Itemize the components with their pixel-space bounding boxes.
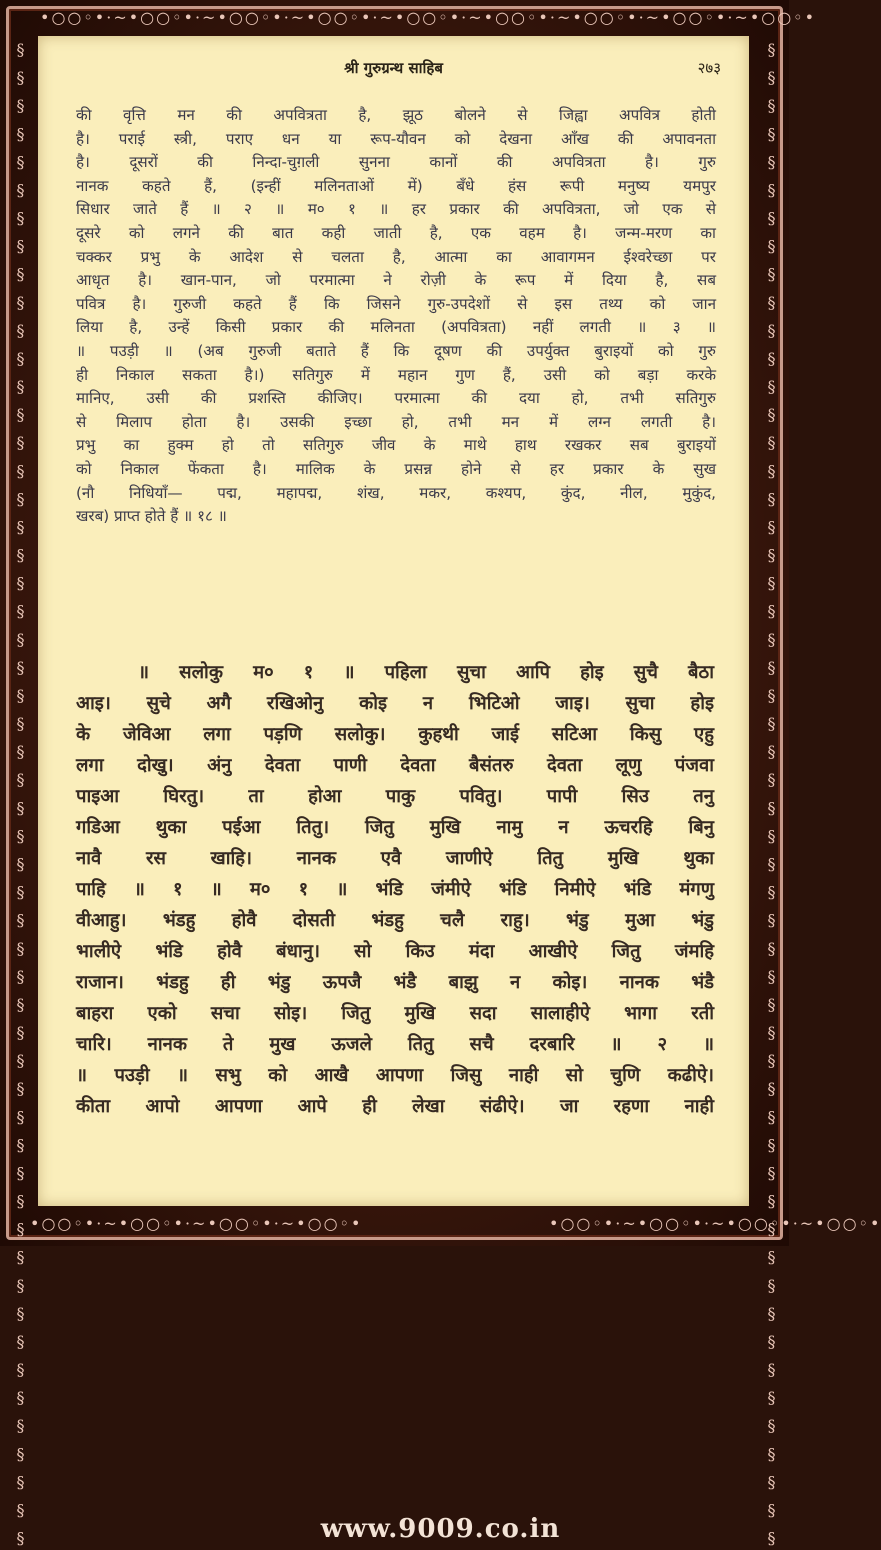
translation-line: पवित्र है। गुरुजी कहते हैं कि जिसने गुरु-उपदेशों से इस तथ्य को जान [76, 294, 716, 313]
left-ornament: § § § § § § § § § § § § § § § § § § § § § § § § § § § § § § § § § § § § § § § § § § § § § § § § § § § § § § [11, 40, 30, 1550]
page-sheet [38, 36, 749, 1206]
scripture-line: पाइआ घिरतु। ता होआ पाकु पवितु। पापी सिउ तनु [76, 786, 714, 807]
scripture-line: चारि। नानक ते मुख ऊजले तितु सचै दरबारि ॥ २ ॥ [76, 1034, 714, 1055]
scripture-line: कीता आपो आपणा आपे ही लेखा संढीऐ। जा रहणा नाही [76, 1096, 714, 1117]
translation-line: खरब) प्राप्त होते हैं ॥ १८ ॥ [76, 507, 227, 526]
translation-line: दूसरे को लगने की बात कही जाती है, एक वहम है। जन्म-मरण का [76, 223, 716, 242]
translation-paragraph [76, 104, 716, 529]
scripture-line: वीआहु। भंडहु होवै दोसती भंडहु चलै राहु। भंडु मुआ भंडु [76, 910, 714, 931]
scripture-line: गडिआ थुका पईआ तितु। जितु मुखि नामु न ऊचरहि बिनु [76, 817, 714, 838]
translation-line: को निकाल फेंकता है। मालिक के प्रसन्न होने से हर प्रकार के सुख [76, 459, 716, 478]
scripture-line: भालीऐ भंडि होवै बंधानु। सो किउ मंदा आखीऐ जितु जंमहि [76, 941, 714, 962]
scripture-line: लगा दोखु। अंनु देवता पाणी देवता बैसंतरु देवता लूणु पंजवा [76, 755, 714, 776]
scripture-line: आइ। सुचे अगै रखिओनु कोइ न भिटिओ जाइ। सुचा होइ [76, 693, 714, 714]
bottom-right-ornament: •○○◦•·~•○○◦•·~•○○◦•·~•○○◦• [549, 1214, 881, 1233]
translation-line: (नौ निधियाँ— पद्म, महापद्म, शंख, मकर, कश्यप, कुंद, नील, मुकुंद, [76, 483, 716, 502]
translation-line: नानक कहते हैं, (इन्हीं मलिनताओं में) बँधे हंस रूपी मनुष्य यमपुर [76, 176, 716, 195]
translation-line: चक्कर प्रभु के आदेश से चलता है, आत्मा का आवागमन ईश्वरेच्छा पर [76, 247, 716, 266]
translation-line: की वृत्ति मन की अपवित्रता है, झूठ बोलने से जिह्वा अपवित्र होती [76, 106, 716, 124]
scripture-line: के जेविआ लगा पड़णि सलोकु। कुहथी जाई सटिआ किसु एहु [76, 724, 714, 745]
translation-line: है। पराई स्त्री, पराए धन या रूप-यौवन को देखना आँख की अपावनता [76, 129, 716, 148]
page-number: २७३ [697, 59, 721, 77]
translation-line: लिया है, उन्हें किसी प्रकार की मलिनता (अपवित्रता) नहीं लगती ॥ ३ ॥ [76, 318, 716, 337]
scripture-line: पाहि ॥ १ ॥ म० १ ॥ भंडि जंमीऐ भंडि निमीऐ भंडि मंगणु [76, 879, 714, 900]
page-header [38, 58, 749, 84]
translation-line: सिधार जाते हैं ॥ २ ॥ म० १ ॥ हर प्रकार की अपवित्रता, जो एक से [76, 200, 716, 219]
scripture-line: बाहरा एको सचा सोइ। जितु मुखि सदा सालाहीऐ भागा रती [76, 1003, 714, 1024]
scripture-line: राजान। भंडहु ही भंडु ऊपजै भंडै बाझु न कोइ। नानक भंडै [76, 972, 714, 993]
translation-line: मानिए, उसी की प्रशस्ति कीजिए। परमात्मा की दया हो, तभी सतिगुरु [76, 389, 716, 408]
scripture-line: ॥ सलोकु म० १ ॥ पहिला सुचा आपि होइ सुचै बैठा [138, 662, 714, 683]
translation-line: है। दूसरों की निन्दा-चुग़ली सुनना कानों की अपवित्रता है। गुरु [76, 153, 716, 172]
translation-line: आधृत है। खान-पान, जो परमात्मा ने रोज़ी के रूप में दिया है, सब [76, 271, 716, 290]
book-title: श्री गुरुग्रन्थ साहिब [344, 59, 443, 77]
bottom-left-ornament: •○○◦•·~•○○◦•·~•○○◦•·~•○○◦• [30, 1214, 363, 1233]
scripture-line: नावै रस खाहि। नानक एवै जाणीऐ तितु मुखि थुका [76, 848, 714, 869]
translation-line: ही निकाल सकता है।) सतिगुरु में महान गुण हैं, उसी को बड़ा करके [76, 365, 716, 384]
translation-line: ॥ पउड़ी ॥ (अब गुरुजी बताते हैं कि दूषण की उपर्युक्त बुराइयों को गुरु [76, 341, 716, 360]
translation-line: से मिलाप होता है। उसकी इच्छा हो, तभी मन में लग्न लगती है। [76, 412, 716, 431]
right-ornament: § § § § § § § § § § § § § § § § § § § § § § § § § § § § § § § § § § § § § § § § § § § § § § § § § § § § § § [762, 40, 781, 1550]
website-link[interactable]: www.9009.co.in [320, 1514, 561, 1544]
top-ornament: •○○◦•·~•○○◦•·~•○○◦•·~•○○◦•·~•○○◦•·~•○○◦•·~•○○◦•·~•○○◦•·~•○○◦• [40, 8, 817, 27]
translation-line: प्रभु का हुक्म हो तो सतिगुरु जीव के माथे हाथ रखकर सब बुराइयों [76, 436, 716, 455]
scripture-line: ॥ पउड़ी ॥ सभु को आखै आपणा जिसु नाही सो चुणि कढीऐ। [76, 1065, 714, 1086]
scripture-paragraph [76, 657, 714, 1122]
